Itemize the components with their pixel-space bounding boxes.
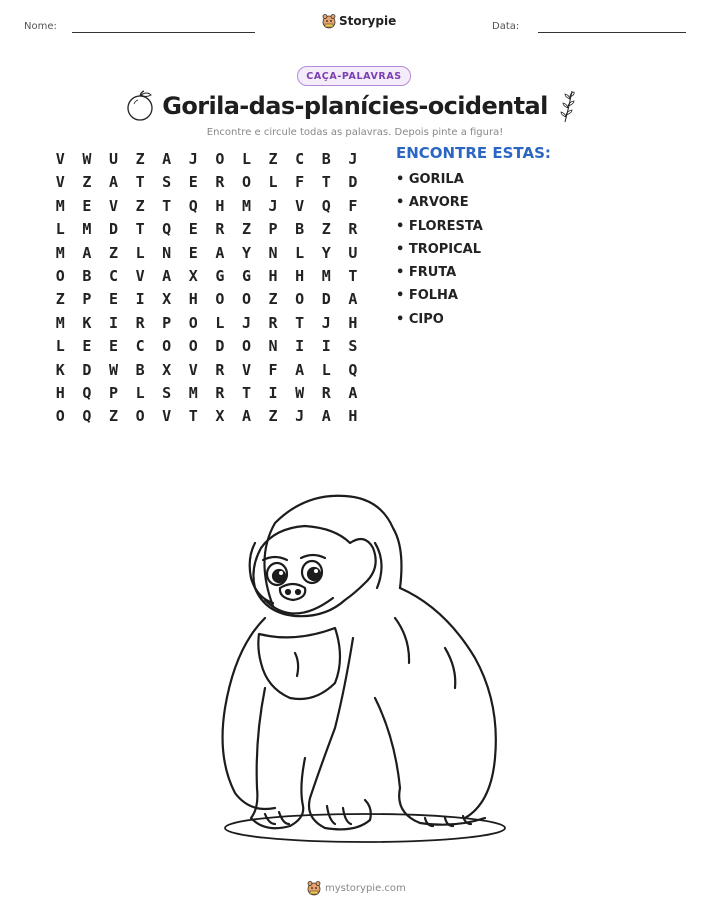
grid-cell[interactable]: A (108, 173, 118, 192)
grid-cell[interactable]: R (215, 383, 225, 402)
grid-cell[interactable]: B (295, 220, 305, 239)
grid-cell[interactable]: C (135, 337, 145, 356)
grid-cell[interactable]: Q (348, 360, 358, 379)
grid-cell[interactable]: H (55, 383, 65, 402)
grid-cell[interactable]: T (188, 407, 198, 426)
grid-cell[interactable]: O (188, 337, 198, 356)
grid-cell[interactable]: P (108, 383, 118, 402)
grid-cell[interactable]: J (188, 150, 198, 168)
grid-cell[interactable]: O (241, 337, 251, 356)
grid-cell[interactable]: A (348, 290, 358, 309)
grid-cell[interactable]: R (215, 360, 225, 379)
grid-cell[interactable]: J (241, 313, 251, 332)
grid-cell[interactable]: R (321, 383, 331, 402)
grid-cell[interactable]: R (268, 313, 278, 332)
grid-cell[interactable]: D (321, 290, 331, 309)
word-list-title: ENCONTRE ESTAS: (396, 144, 551, 162)
grid-cell[interactable]: Z (268, 407, 278, 426)
grid-cell[interactable]: M (82, 220, 92, 239)
grid-cell[interactable]: G (215, 266, 225, 285)
grid-cell[interactable]: V (188, 360, 198, 379)
grid-cell[interactable]: P (162, 313, 172, 332)
grid-cell[interactable]: M (55, 243, 65, 262)
grid-cell[interactable]: A (162, 150, 172, 168)
grid-cell[interactable]: A (295, 360, 305, 379)
grid-cell[interactable]: P (268, 220, 278, 239)
date-line[interactable] (538, 32, 686, 33)
grid-cell[interactable]: J (321, 313, 331, 332)
grid-cell[interactable]: Z (55, 290, 65, 309)
grid-cell[interactable]: L (135, 383, 145, 402)
grid-cell[interactable]: O (162, 337, 172, 356)
grid-cell[interactable]: K (82, 313, 92, 332)
grid-cell[interactable]: W (108, 360, 118, 379)
grid-cell[interactable]: Y (241, 243, 251, 262)
grid-cell[interactable]: H (348, 313, 358, 332)
grid-cell[interactable]: E (108, 337, 118, 356)
grid-cell[interactable]: B (82, 266, 92, 285)
grid-cell[interactable]: Z (241, 220, 251, 239)
grid-cell[interactable]: R (348, 220, 358, 239)
grid-cell[interactable]: V (108, 196, 118, 215)
grid-cell[interactable]: D (82, 360, 92, 379)
grid-cell[interactable]: Z (321, 220, 331, 239)
grid-cell[interactable]: H (295, 266, 305, 285)
grid-cell[interactable]: E (82, 196, 92, 215)
grid-cell[interactable]: L (215, 313, 225, 332)
grid-cell[interactable]: U (348, 243, 358, 262)
grid-cell[interactable]: A (82, 243, 92, 262)
grid-cell[interactable]: J (268, 196, 278, 215)
brand-name: Storypie (339, 14, 397, 28)
grid-cell[interactable]: E (82, 337, 92, 356)
grid-cell[interactable]: T (348, 266, 358, 285)
grid-cell[interactable]: F (268, 360, 278, 379)
grid-cell[interactable]: C (295, 150, 305, 168)
word-list-item: • TROPICAL (396, 241, 482, 257)
grid-cell[interactable]: R (215, 173, 225, 192)
grid-cell[interactable]: R (215, 220, 225, 239)
grid-cell[interactable]: A (348, 383, 358, 402)
grid-cell[interactable]: T (321, 173, 331, 192)
grid-cell[interactable]: N (268, 337, 278, 356)
grid-cell[interactable]: Y (321, 243, 331, 262)
grid-cell[interactable]: S (162, 173, 172, 192)
word-list-item: • FRUTA (396, 265, 457, 281)
grid-cell[interactable]: O (55, 407, 65, 426)
grid-cell[interactable]: T (162, 196, 172, 215)
grid-cell[interactable]: Q (162, 220, 172, 239)
word-list-item: • ARVORE (396, 195, 469, 211)
gorilla-illustration[interactable] (195, 488, 515, 848)
name-line[interactable] (72, 32, 255, 33)
grid-cell[interactable]: V (55, 150, 65, 168)
grid-cell[interactable]: M (241, 196, 251, 215)
grid-cell[interactable]: L (55, 220, 65, 239)
grid-cell[interactable]: A (162, 266, 172, 285)
instructions: Encontre e circule todas as palavras. Depois pinte a figura! (206, 127, 504, 138)
grid-cell[interactable]: O (241, 173, 251, 192)
grid-cell[interactable]: B (135, 360, 145, 379)
grid-cell[interactable]: Z (268, 150, 278, 168)
grid-cell[interactable]: Z (108, 243, 118, 262)
word-list-item: • FOLHA (396, 288, 458, 304)
grid-cell[interactable]: W (82, 150, 92, 168)
grid-cell[interactable]: Q (321, 196, 331, 215)
name-label: Nome: (24, 21, 57, 32)
grid-cell[interactable]: X (162, 290, 172, 309)
grid-cell[interactable]: O (295, 290, 305, 309)
storypie-logo-icon (322, 13, 336, 29)
grid-cell[interactable]: Z (82, 173, 92, 192)
word-search-grid[interactable] (47, 148, 366, 429)
grid-cell[interactable]: O (135, 407, 145, 426)
grid-cell[interactable]: V (55, 173, 65, 192)
word-list-item: • FLORESTA (396, 218, 483, 234)
grid-cell[interactable]: L (268, 173, 278, 192)
grid-cell[interactable]: X (188, 266, 198, 285)
grid-cell[interactable]: J (348, 150, 358, 168)
grid-cell[interactable]: Q (188, 196, 198, 215)
grid-cell[interactable]: N (162, 243, 172, 262)
grid-cell[interactable]: M (55, 196, 65, 215)
grid-cell[interactable]: I (295, 337, 305, 356)
grid-cell[interactable]: R (135, 313, 145, 332)
grid-cell[interactable]: H (268, 266, 278, 285)
grid-cell[interactable]: K (55, 360, 65, 379)
word-list (396, 171, 483, 334)
grid-cell[interactable]: I (321, 337, 331, 356)
grid-cell[interactable]: W (295, 383, 305, 402)
grid-cell[interactable]: O (215, 290, 225, 309)
grid-cell[interactable]: A (241, 407, 251, 426)
grid-cell[interactable]: B (321, 150, 331, 168)
grid-cell[interactable]: T (135, 220, 145, 239)
grid-cell[interactable]: O (188, 313, 198, 332)
grid-cell[interactable]: O (215, 150, 225, 168)
grid-cell[interactable]: Q (82, 383, 92, 402)
grid-cell[interactable]: H (215, 196, 225, 215)
grid-cell[interactable]: M (321, 266, 331, 285)
grid-cell[interactable]: I (268, 383, 278, 402)
grid-cell[interactable]: U (108, 150, 118, 168)
grid-cell[interactable]: H (348, 407, 358, 426)
grid-cell[interactable]: N (268, 243, 278, 262)
grid-cell[interactable]: A (215, 243, 225, 262)
activity-badge: CAÇA-PALAVRAS (297, 66, 411, 86)
grid-cell[interactable]: M (188, 383, 198, 402)
grid-cell[interactable]: C (108, 266, 118, 285)
grid-cell[interactable]: O (55, 266, 65, 285)
grid-cell[interactable]: L (55, 337, 65, 356)
grid-cell[interactable]: I (108, 313, 118, 332)
grid-cell[interactable]: G (241, 266, 251, 285)
leaf-sprig-icon (560, 89, 578, 123)
grid-cell[interactable]: A (321, 407, 331, 426)
grid-cell[interactable]: X (215, 407, 225, 426)
grid-cell[interactable]: D (215, 337, 225, 356)
grid-cell[interactable]: X (162, 360, 172, 379)
grid-cell[interactable]: P (82, 290, 92, 309)
grid-cell[interactable]: T (135, 173, 145, 192)
date-label: Data: (492, 21, 520, 32)
grid-cell[interactable]: T (241, 383, 251, 402)
grid-cell[interactable]: E (188, 173, 198, 192)
grid-cell[interactable]: S (348, 337, 358, 356)
grid-cell[interactable]: I (135, 290, 145, 309)
grid-cell[interactable]: J (295, 407, 305, 426)
grid-cell[interactable]: T (295, 313, 305, 332)
grid-cell[interactable]: V (241, 360, 251, 379)
grid-cell[interactable]: L (295, 243, 305, 262)
grid-cell[interactable]: V (295, 196, 305, 215)
brand-logo (322, 13, 396, 29)
grid-cell[interactable]: Z (135, 196, 145, 215)
grid-cell[interactable]: V (162, 407, 172, 426)
grid-cell[interactable]: M (55, 313, 65, 332)
grid-cell[interactable]: E (188, 220, 198, 239)
grid-cell[interactable]: E (188, 243, 198, 262)
grid-cell[interactable]: L (241, 150, 251, 168)
footer (307, 880, 406, 896)
grid-cell[interactable]: O (241, 290, 251, 309)
grid-cell[interactable]: D (348, 173, 358, 192)
grid-cell[interactable]: D (108, 220, 118, 239)
footer-url: mystorypie.com (325, 882, 406, 894)
grid-cell[interactable]: Z (135, 150, 145, 168)
grid-cell[interactable]: F (348, 196, 358, 215)
grid-cell[interactable]: L (135, 243, 145, 262)
word-list-item: • CIPO (396, 311, 444, 327)
word-list-item: • GORILA (396, 172, 464, 187)
grid-cell[interactable]: Q (82, 407, 92, 426)
grid-cell[interactable]: E (108, 290, 118, 309)
storypie-logo-icon (307, 880, 321, 896)
page-title: Gorila-das-planícies-ocidental (162, 92, 548, 120)
grid-cell[interactable]: V (135, 266, 145, 285)
grid-cell[interactable]: S (162, 383, 172, 402)
grid-cell[interactable]: H (188, 290, 198, 309)
grid-cell[interactable]: Z (268, 290, 278, 309)
grid-cell[interactable]: F (295, 173, 305, 192)
grid-cell[interactable]: Z (108, 407, 118, 426)
grid-cell[interactable]: L (321, 360, 331, 379)
